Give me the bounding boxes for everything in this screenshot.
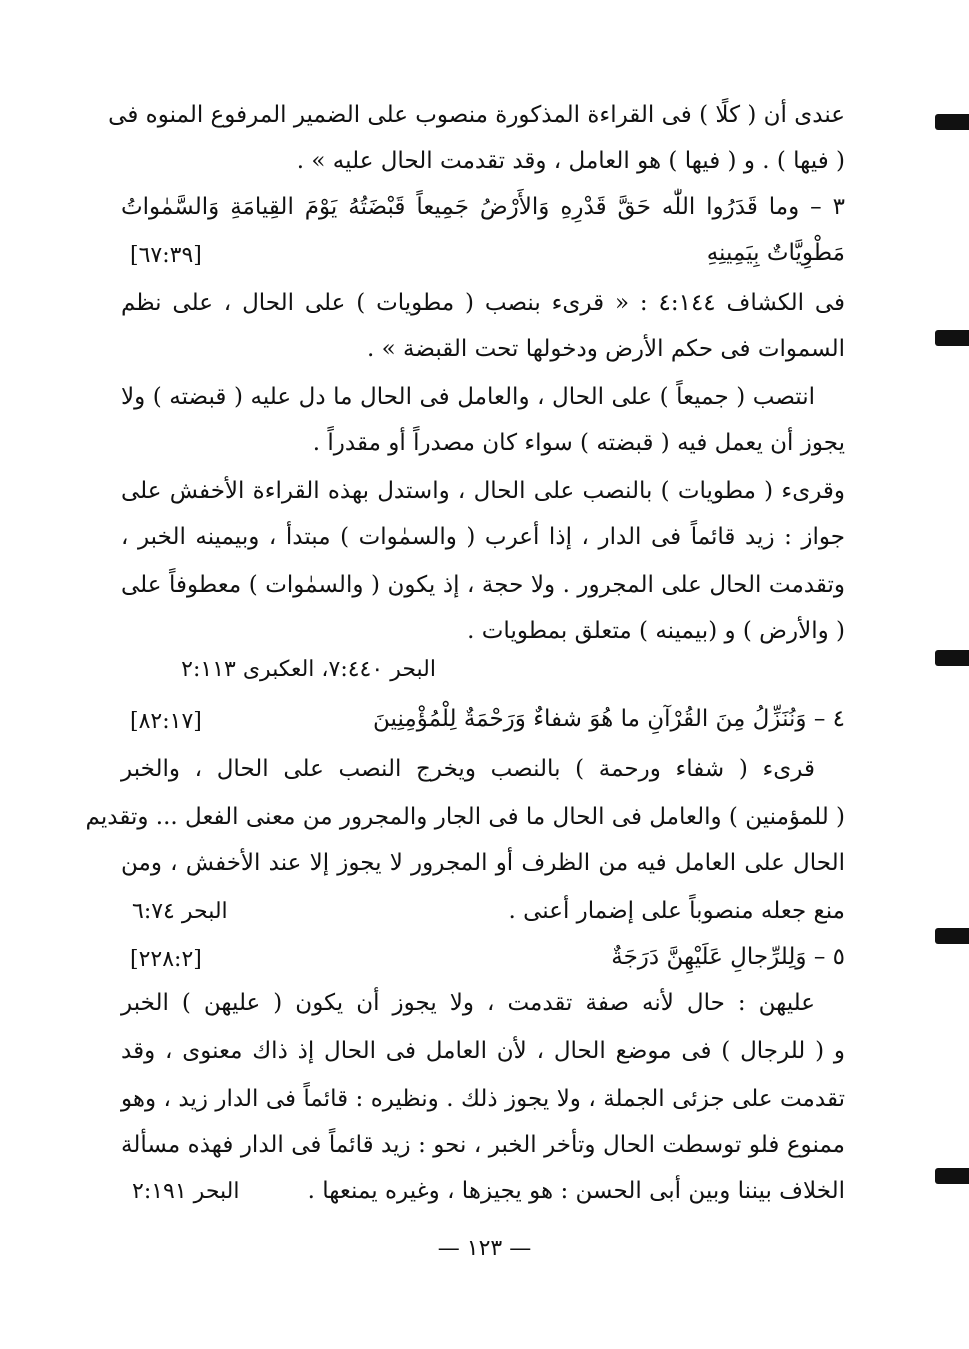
text-line: منع جعله منصوباً على إضمار أعنى . bbox=[508, 898, 845, 924]
text-line: الحال على العامل فيه من الظرف أو المجرور لا يجوز إلا عند الأخفش ، ومن bbox=[121, 850, 845, 876]
source-citation: البحر ٢:١٩١ bbox=[132, 1179, 240, 1204]
scan-edge-mark bbox=[935, 928, 969, 944]
source-citation: البحر ٦:٧٤ bbox=[132, 899, 228, 924]
scan-edge-mark bbox=[935, 114, 969, 130]
text-line: عليهن : حال لأنه صفة تقدمت ، ولا يجوز أن يكون ( عليهن ) الخبر bbox=[121, 990, 815, 1016]
page-number: — ١٢٣ — bbox=[437, 1236, 532, 1261]
text-line: يجوز أن يعمل فيه ( قبضته ) سواء كان مصدراً أو مقدراً . bbox=[312, 430, 845, 456]
text-line: وقرىء ( مطويات ) بالنصب على الحال ، واستدل بهذه القراءة الأخفش على bbox=[121, 478, 845, 504]
text-line: ( والأرض ) و (بيمينه ) متعلق بمطويات . bbox=[467, 618, 845, 644]
verse-reference: [٦٧:٣٩] bbox=[130, 243, 202, 268]
text-line: فى الكشاف ٤:١٤٤ : « قرىء بنصب ( مطويات ) على الحال ، على نظم bbox=[121, 290, 845, 316]
text-line: ( للمؤمنين ) والعامل فى الحال ما فى الجار والمجرور من معنى الفعل ... وتقديم bbox=[85, 804, 845, 830]
text-line: ( فيها ) . و ( فيها ) هو العامل ، وقد تقدمت الحال عليه » . bbox=[296, 148, 845, 174]
scan-edge-mark bbox=[935, 1168, 969, 1184]
text-line: عندى أن ( كلًا ) فى القراءة المذكورة منصوب على الضمير المرفوع المنوه فى bbox=[108, 102, 845, 128]
text-line: الخلاف بيننا وبين أبى الحسن : هو يجيزها ، وغيره يمنعها . bbox=[307, 1178, 845, 1204]
text-line: وتقدمت الحال على المجرور . ولا حجة ، إذ يكون ( والسمٰوات ) معطوفاً على bbox=[121, 572, 845, 598]
source-citation: البحر ٧:٤٤٠، العكبرى ٢:١١٣ bbox=[181, 657, 436, 682]
verse-line: ٥ – وَلِلرِّجالِ عَلَيْهِنَّ دَرَجَةٌ bbox=[611, 944, 845, 970]
text-line: جواز : زيد قائماً فى الدار ، إذا أعرب ( والسمٰوات ) مبتدأ ، وبيمينه الخبر ، bbox=[121, 524, 845, 550]
verse-reference: [٨٢:١٧] bbox=[130, 709, 202, 734]
text-line: قرىء ( شفاء ورحمة ) بالنصب ويخرج النصب على الحال ، والخبر bbox=[121, 756, 815, 782]
verse-reference: [٢٢٨:٢] bbox=[130, 947, 202, 972]
scan-edge-mark bbox=[935, 650, 969, 666]
verse-line: ٤ – وَنُنَزِّلُ مِنَ القُرْآنِ ما هُوَ شفاءٌ وَرَحْمَةٌ لِلْمُؤْمِنِينَ bbox=[373, 706, 845, 732]
verse-line: مَطْوِيَّاتٌ بِيَمِينِهِ bbox=[706, 240, 845, 266]
text-line: السموات فى حكم الأرض ودخولها تحت القبضة » . bbox=[367, 336, 845, 362]
text-line: ممنوع فلو توسطت الحال وتأخر الخبر ، نحو : زيد قائماً فى الدار فهذه مسألة bbox=[121, 1132, 845, 1158]
verse-line: ٣ – وما قَدَرُوا اللّٰه حَقَّ قَدْرِهِ وَالأَرْضُ جَمِيعاً قَبْضَتُهُ يَوْمَ القِيامَةِ وَالسَّمٰواتُ bbox=[121, 194, 845, 220]
text-line: و ( للرجال ) فى موضع الحال ، لأن العامل فى الحال إذ ذاك معنوى ، وقد bbox=[121, 1038, 845, 1064]
text-line: انتصب ( جميعاً ) على الحال ، والعامل فى الحال ما دل عليه ( قبضته ) ولا bbox=[121, 384, 815, 410]
scan-edge-mark bbox=[935, 330, 969, 346]
text-line: تقدمت على جزئى الجملة ، ولا يجوز ذلك . ونظيره : قائماً فى الدار زيد ، وهو bbox=[121, 1086, 845, 1112]
